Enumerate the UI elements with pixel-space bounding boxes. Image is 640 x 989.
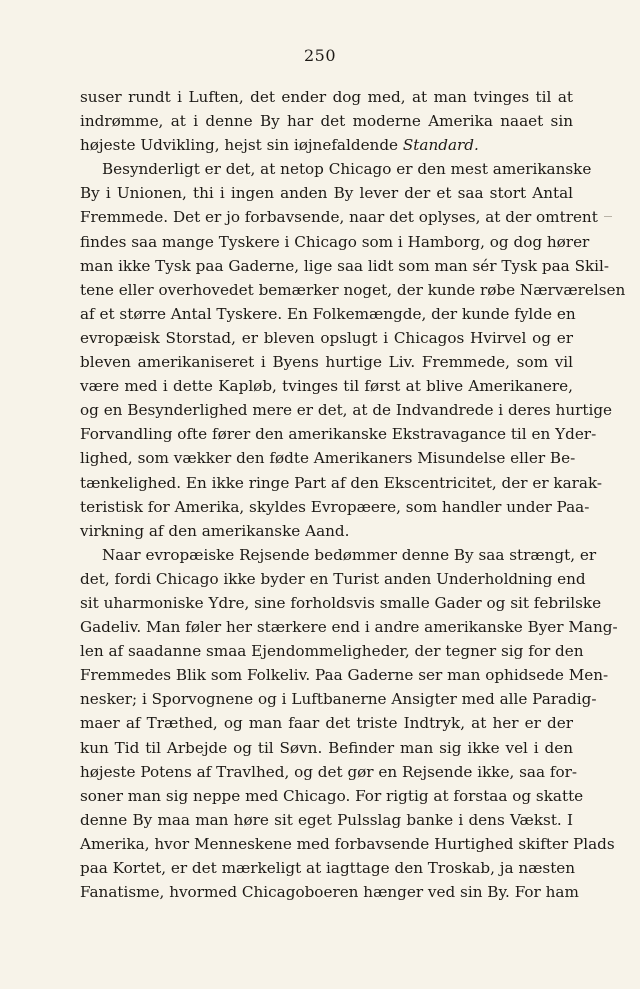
text-line: være med i dette Kapløb, tvinges til først at blive Amerikanere,: [80, 377, 573, 396]
margin-mark: [604, 216, 612, 217]
text-line: Forvandling ofte fører den amerikanske Ekstravagance til en Yder-: [80, 425, 597, 444]
text-line: By i Unionen, thi i ingen anden By lever der et saa stort Antal: [80, 184, 573, 203]
text-line: højeste Potens af Travlhed, og det gør en Rejsende ikke, saa for-: [80, 762, 578, 781]
body-text: [80, 85, 626, 904]
emphasized-word: Standard.: [402, 136, 479, 155]
text-line: Amerika, hvor Menneskene med forbavsende Hurtighed skifter Plads: [80, 834, 615, 853]
text-line: indrømme, at i denne By har det moderne Amerika naaet sin: [80, 112, 573, 131]
text-line: Naar evropæiske Rejsende bedømmer denne By saa strængt, er: [102, 545, 597, 564]
text-line: sit uharmoniske Ydre, sine forholdsvis smalle Gader og sit febrilske: [80, 593, 602, 612]
text-line: paa Kortet, er det mærkeligt at iagttage den Troskab, ja næsten: [80, 859, 576, 877]
text-line: Fanatisme, hvormed Chicagoboeren hænger ved sin By. For ham: [80, 883, 579, 902]
paragraph-2: [80, 157, 626, 543]
text-line: Besynderligt er det, at netop Chicago er den mest amerikanske: [102, 160, 592, 179]
text-line: Fremmedes Blik som Folkeliv. Paa Gaderne ser man ophidsede Men-: [80, 666, 609, 685]
text-line: maer af Træthed, og man faar det triste Indtryk, at her er der: [80, 714, 573, 733]
paragraph-1: [80, 85, 573, 157]
text-line: len af saadanne smaa Ejendommeligheder, der tegner sig for den: [80, 642, 584, 661]
paragraph-3: [80, 543, 618, 904]
text-line: det, fordi Chicago ikke byder en Turist anden Underholdning end: [80, 569, 586, 588]
text-line: tene eller overhovedet bemærker noget, der kunde røbe Nærværelsen: [80, 280, 626, 299]
text-line: denne By maa man høre sit eget Pulsslag banke i dens Vækst. I: [80, 810, 573, 829]
text-line-prefix: højeste Udvikling, hejst sin iøjnefaldende: [80, 136, 403, 155]
text-line: nesker; i Sporvognene og i Luftbanerne Ansigter med alle Paradig-: [80, 690, 597, 709]
text-line: suser rundt i Luften, det ender dog med, at man tvinges til at: [80, 88, 573, 106]
text-line: soner man sig neppe med Chicago. For rigtig at forstaa og skatte: [80, 786, 584, 805]
text-line: tænkelighed. En ikke ringe Part af den Ekscentricitet, der er karak-: [80, 473, 603, 492]
text-line: og en Besynderlighed mere er det, at de Indvandrede i deres hurtige: [80, 401, 613, 420]
text-line: teristisk for Amerika, skyldes Evropæere, som handler under Paa-: [80, 497, 590, 516]
text-line: [80, 133, 573, 157]
text-line: lighed, som vækker den fødte Amerikaners Misundelse eller Be-: [80, 449, 576, 468]
text-line: findes saa mange Tyskere i Chicago som i Hamborg, og dog hører: [80, 232, 590, 251]
text-line: Gadeliv. Man føler her stærkere end i andre amerikanske Byer Mang-: [80, 618, 618, 637]
text-line: af et større Antal Tyskere. En Folkemængde, der kunde fylde en: [80, 304, 576, 323]
text-line: bleven amerikaniseret i Byens hurtige Liv. Fremmede, som vil: [80, 353, 573, 372]
text-line: evropæisk Storstad, er bleven opslugt i Chicagos Hvirvel og er: [80, 328, 573, 347]
page-number: 250: [303, 46, 337, 65]
text-line: kun Tid til Arbejde og til Søvn. Befinder man sig ikke vel i den: [80, 738, 573, 757]
text-line: virkning af den amerikanske Aand.: [80, 521, 350, 540]
text-line: Fremmede. Det er jo forbavsende, naar det oplyses, at der omtrent: [80, 208, 598, 227]
text-line: man ikke Tysk paa Gaderne, lige saa lidt som man sér Tysk paa Skil-: [80, 256, 610, 275]
